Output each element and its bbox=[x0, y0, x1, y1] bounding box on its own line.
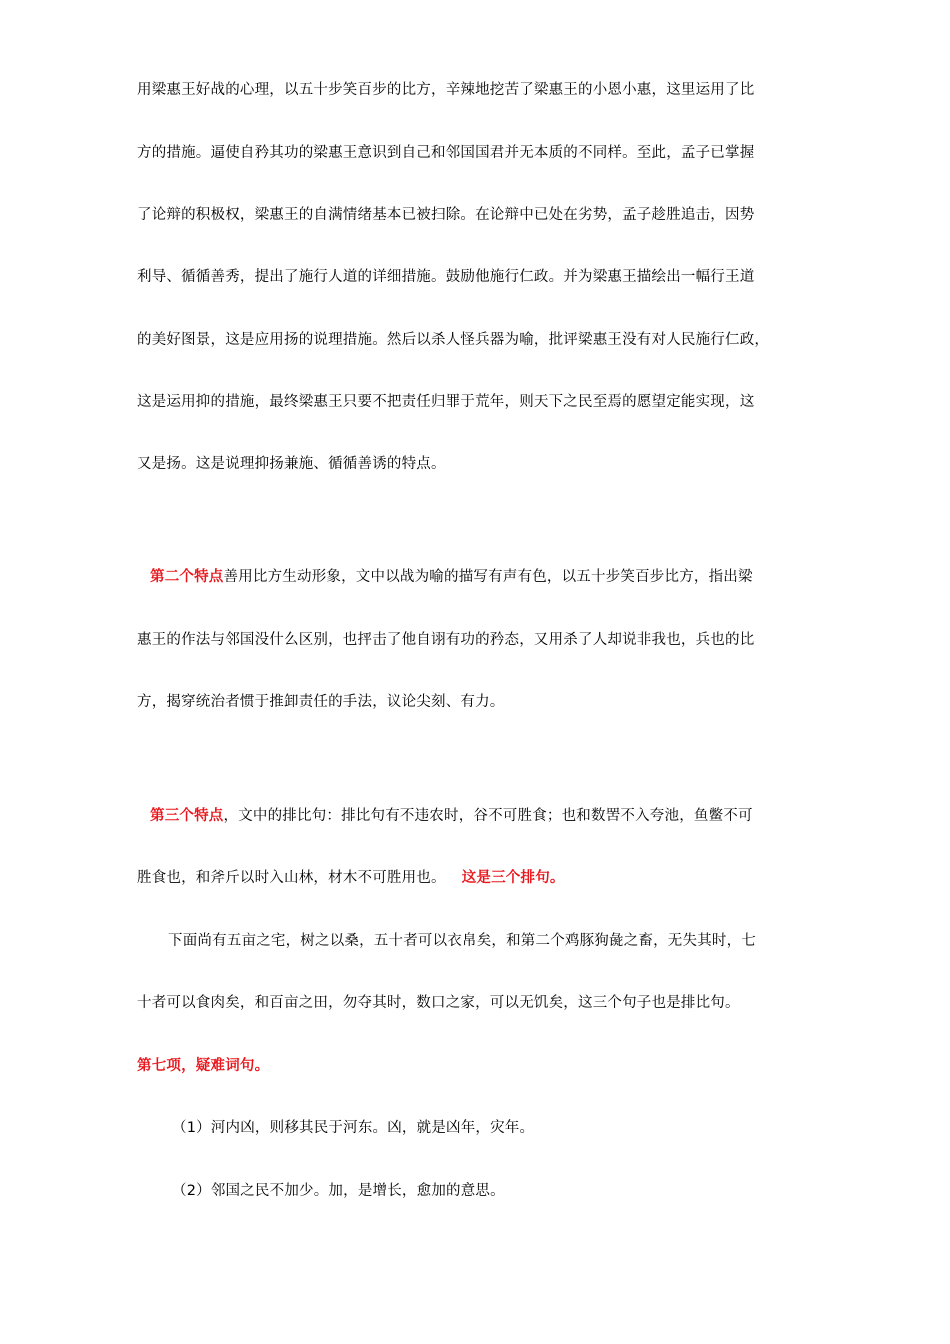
paragraph-line bbox=[150, 806, 753, 826]
list-item: （2）邻国之民不加少。加，是增长，愈加的意思。 bbox=[172, 1183, 505, 1199]
paragraph-line: 的美好图景，这是应用扬的说理措施。然后以杀人怪兵器为喻，批评梁惠王没有对人民施行仁政， bbox=[137, 332, 770, 348]
paragraph-text: 胜食也，和斧斤以时入山林，材木不可胜用也。 bbox=[137, 870, 446, 886]
paragraph-line: 惠王的作法与邻国没什么区别，也抨击了他自诩有功的矜态，又用杀了人却说非我也，兵也的比 bbox=[137, 632, 755, 648]
highlight-note: 这是三个排句。 bbox=[461, 870, 565, 886]
paragraph-line: 了论辩的积极权，梁惠王的自满情绪基本已被扫除。在论辩中已处在劣势，孟子趁胜追击，因势 bbox=[137, 207, 755, 223]
paragraph-line bbox=[150, 567, 753, 587]
section-heading: 第七项，疑难词句。 bbox=[137, 1058, 270, 1074]
paragraph-line: 方，揭穿统治者惯于推卸责任的手法，议论尖刻、有力。 bbox=[137, 694, 505, 710]
paragraph-line: 下面尚有五亩之宅，树之以桑，五十者可以衣帛矣，和第二个鸡豚狗彘之畜，无失其时，七 bbox=[168, 933, 756, 949]
paragraph-line: 利导、循循善秀，提出了施行人道的详细措施。鼓励他施行仁政。并为梁惠王描绘出一幅行王道 bbox=[137, 269, 755, 285]
paragraph-line: 方的措施。逼使自矜其功的梁惠王意识到自己和邻国国君并无本质的不同样。至此，孟子已掌握 bbox=[137, 145, 755, 161]
paragraph-line: 又是扬。这是说理抑扬兼施、循循善诱的特点。 bbox=[137, 456, 446, 472]
list-item: （1）河内凶，则移其民于河东。凶，就是凶年，灾年。 bbox=[172, 1120, 535, 1136]
paragraph-line: 用梁惠王好战的心理，以五十步笑百步的比方，辛辣地挖苦了梁惠王的小恩小惠，这里运用了比 bbox=[137, 82, 755, 98]
paragraph-line: 十者可以食肉矣，和百亩之田，勿夺其时，数口之家，可以无饥矣，这三个句子也是排比句。 bbox=[137, 995, 740, 1011]
paragraph-line: 这是运用抑的措施，最终梁惠王只要不把责任归罪于荒年，则天下之民至焉的愿望定能实现，这 bbox=[137, 394, 755, 410]
feature-heading: 第二个特点 bbox=[150, 569, 224, 585]
paragraph-line bbox=[137, 868, 565, 888]
paragraph-text: 善用比方生动形象，文中以战为喻的描写有声有色，以五十步笑百步比方，指出梁 bbox=[223, 569, 753, 585]
feature-heading: 第三个特点 bbox=[150, 808, 224, 824]
paragraph-text: ，文中的排比句：排比句有不违农时，谷不可胜食；也和数罟不入夸池，鱼鳖不可 bbox=[223, 808, 753, 824]
